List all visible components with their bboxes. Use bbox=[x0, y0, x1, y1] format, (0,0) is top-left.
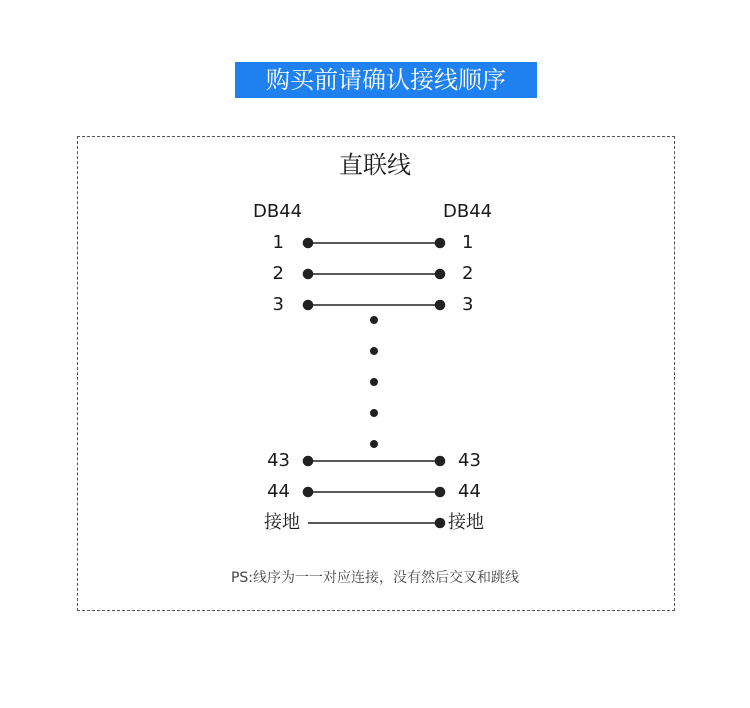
diagram-title: 直联线 bbox=[339, 151, 411, 179]
right-pin-label: 1 bbox=[462, 232, 474, 253]
header-banner: 购买前请确认接线顺序 bbox=[235, 62, 537, 98]
pin-dot bbox=[436, 519, 445, 528]
left-pin-label: 2 bbox=[272, 263, 284, 284]
ellipsis-dot bbox=[371, 348, 377, 354]
pin-dot bbox=[304, 270, 313, 279]
pin-dot bbox=[304, 239, 313, 248]
ellipsis-dot bbox=[371, 379, 377, 385]
pin-dot bbox=[304, 488, 313, 497]
right-pin-label: 44 bbox=[458, 481, 481, 502]
wiring-note: PS:线序为一一对应连接，没有然后交叉和跳线 bbox=[230, 570, 520, 586]
right-ground-label: 接地 bbox=[448, 512, 484, 533]
ellipsis-dot bbox=[371, 441, 377, 447]
left-pin-label: 1 bbox=[272, 232, 284, 253]
pin-dot bbox=[436, 488, 445, 497]
right-connector-label: DB44 bbox=[443, 201, 493, 222]
pin-dot bbox=[304, 457, 313, 466]
ellipsis-dot bbox=[371, 410, 377, 416]
left-pin-label: 3 bbox=[272, 294, 284, 315]
left-connector-label: DB44 bbox=[253, 201, 303, 222]
right-pin-label: 3 bbox=[462, 294, 474, 315]
pin-dot bbox=[436, 301, 445, 310]
left-ground-label: 接地 bbox=[264, 512, 300, 533]
pin-dot bbox=[304, 301, 313, 310]
left-pin-label: 44 bbox=[267, 481, 290, 502]
ellipsis-dot bbox=[371, 317, 377, 323]
right-pin-label: 2 bbox=[462, 263, 474, 284]
pin-dot bbox=[436, 239, 445, 248]
pin-dot bbox=[436, 270, 445, 279]
pin-dot bbox=[436, 457, 445, 466]
right-pin-label: 43 bbox=[458, 450, 481, 471]
left-pin-label: 43 bbox=[267, 450, 290, 471]
